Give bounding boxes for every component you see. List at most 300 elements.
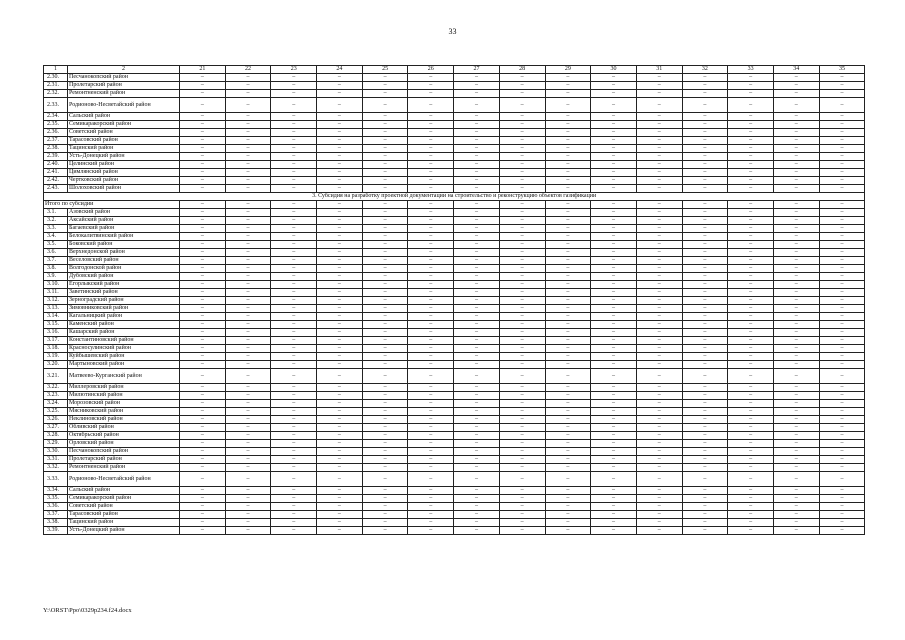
row-number-cell: 3.23. xyxy=(44,392,68,400)
value-cell: – xyxy=(682,137,728,145)
value-cell: – xyxy=(819,121,865,129)
value-cell: – xyxy=(271,121,317,129)
value-cell: – xyxy=(454,329,500,337)
value-cell: – xyxy=(499,487,545,495)
value-cell: – xyxy=(271,209,317,217)
value-cell: – xyxy=(454,369,500,384)
value-cell: – xyxy=(271,257,317,265)
value-cell: – xyxy=(271,424,317,432)
value-cell: – xyxy=(728,90,774,98)
value-cell: – xyxy=(362,472,408,487)
value-cell: – xyxy=(271,527,317,535)
value-cell: – xyxy=(819,74,865,82)
value-cell: – xyxy=(408,225,454,233)
value-cell: – xyxy=(362,185,408,193)
value-cell: – xyxy=(225,185,271,193)
value-cell: – xyxy=(317,217,363,225)
value-cell: – xyxy=(819,90,865,98)
value-cell: – xyxy=(225,209,271,217)
district-name-cell: Песчанокопский район xyxy=(68,74,180,82)
value-cell: – xyxy=(636,495,682,503)
value-cell: – xyxy=(180,129,226,137)
value-cell: – xyxy=(362,121,408,129)
value-cell: – xyxy=(728,153,774,161)
value-cell: – xyxy=(682,432,728,440)
value-cell: – xyxy=(591,177,637,185)
value-cell: – xyxy=(317,90,363,98)
value-cell: – xyxy=(408,329,454,337)
district-name-cell: Родионово-Несветайский район xyxy=(68,98,180,113)
value-cell: – xyxy=(362,424,408,432)
value-cell: – xyxy=(408,519,454,527)
value-cell: – xyxy=(454,464,500,472)
value-cell: – xyxy=(773,353,819,361)
value-cell: – xyxy=(773,249,819,257)
value-cell: – xyxy=(317,392,363,400)
value-cell: – xyxy=(545,392,591,400)
value-cell: – xyxy=(773,519,819,527)
value-cell: – xyxy=(317,353,363,361)
value-cell: – xyxy=(317,74,363,82)
district-name-cell: Морозовский район xyxy=(68,400,180,408)
value-cell: – xyxy=(271,129,317,137)
value-cell: – xyxy=(454,98,500,113)
value-cell: – xyxy=(454,392,500,400)
value-cell: – xyxy=(728,384,774,392)
value-cell: – xyxy=(317,448,363,456)
column-number-cell: 29 xyxy=(545,66,591,74)
value-cell: – xyxy=(819,233,865,241)
value-cell: – xyxy=(499,519,545,527)
value-cell: – xyxy=(728,98,774,113)
value-cell: – xyxy=(225,527,271,535)
value-cell: – xyxy=(819,257,865,265)
value-cell: – xyxy=(545,281,591,289)
value-cell: – xyxy=(225,129,271,137)
value-cell: – xyxy=(819,113,865,121)
value-cell: – xyxy=(819,472,865,487)
row-number-cell: 3.1. xyxy=(44,209,68,217)
table-row xyxy=(44,464,865,472)
value-cell: – xyxy=(271,177,317,185)
value-cell: – xyxy=(499,145,545,153)
value-cell: – xyxy=(225,416,271,424)
value-cell: – xyxy=(636,177,682,185)
value-cell: – xyxy=(819,424,865,432)
value-cell: – xyxy=(636,321,682,329)
value-cell: – xyxy=(591,225,637,233)
value-cell: – xyxy=(819,217,865,225)
value-cell: – xyxy=(819,177,865,185)
column-number-cell: 28 xyxy=(499,66,545,74)
table-row xyxy=(44,353,865,361)
district-name-cell: Родионово-Несветайский район xyxy=(68,472,180,487)
value-cell: – xyxy=(545,369,591,384)
row-number-cell: 3.9. xyxy=(44,273,68,281)
value-cell: – xyxy=(773,241,819,249)
value-cell: – xyxy=(728,225,774,233)
value-cell: – xyxy=(408,448,454,456)
value-cell: – xyxy=(591,265,637,273)
value-cell: – xyxy=(454,511,500,519)
value-cell: – xyxy=(180,416,226,424)
value-cell: – xyxy=(728,487,774,495)
district-name-cell: Дубовский район xyxy=(68,273,180,281)
value-cell: – xyxy=(362,249,408,257)
value-cell: – xyxy=(728,432,774,440)
value-cell: – xyxy=(454,305,500,313)
value-cell: – xyxy=(773,511,819,519)
value-cell: – xyxy=(545,424,591,432)
value-cell: – xyxy=(636,432,682,440)
value-cell: – xyxy=(317,305,363,313)
value-cell: – xyxy=(819,456,865,464)
value-cell: – xyxy=(271,281,317,289)
value-cell: – xyxy=(591,321,637,329)
value-cell: – xyxy=(728,329,774,337)
value-cell: – xyxy=(682,161,728,169)
value-cell: – xyxy=(408,129,454,137)
value-cell: – xyxy=(773,297,819,305)
row-number-cell: 3.37. xyxy=(44,511,68,519)
value-cell: – xyxy=(317,289,363,297)
value-cell: – xyxy=(454,74,500,82)
value-cell: – xyxy=(682,177,728,185)
value-cell: – xyxy=(499,400,545,408)
value-cell: – xyxy=(225,313,271,321)
value-cell: – xyxy=(317,185,363,193)
value-cell: – xyxy=(591,82,637,90)
value-cell: – xyxy=(271,384,317,392)
value-cell: – xyxy=(499,121,545,129)
value-cell: – xyxy=(271,289,317,297)
value-cell: – xyxy=(728,217,774,225)
district-name-cell: Веселовский район xyxy=(68,257,180,265)
row-number-cell: 3.33. xyxy=(44,472,68,487)
value-cell: – xyxy=(636,424,682,432)
value-cell: – xyxy=(225,384,271,392)
value-cell: – xyxy=(545,511,591,519)
value-cell: – xyxy=(271,448,317,456)
value-cell: – xyxy=(591,440,637,448)
value-cell: – xyxy=(819,353,865,361)
value-cell: – xyxy=(636,137,682,145)
district-name-cell: Красносулинский район xyxy=(68,345,180,353)
value-cell: – xyxy=(362,495,408,503)
district-name-cell: Егорлыкский район xyxy=(68,281,180,289)
value-cell: – xyxy=(636,129,682,137)
value-cell: – xyxy=(682,511,728,519)
value-cell: – xyxy=(636,289,682,297)
value-cell: – xyxy=(773,82,819,90)
value-cell: – xyxy=(362,527,408,535)
value-cell: – xyxy=(408,361,454,369)
district-name-cell: Заветинский район xyxy=(68,289,180,297)
table-row xyxy=(44,503,865,511)
value-cell: – xyxy=(454,432,500,440)
value-cell: – xyxy=(773,209,819,217)
table-row xyxy=(44,241,865,249)
value-cell: – xyxy=(362,392,408,400)
row-number-cell: 3.29. xyxy=(44,440,68,448)
value-cell: – xyxy=(682,145,728,153)
value-cell: – xyxy=(636,145,682,153)
value-cell: – xyxy=(271,297,317,305)
value-cell: – xyxy=(317,440,363,448)
value-cell: – xyxy=(499,74,545,82)
value-cell: – xyxy=(180,225,226,233)
value-cell: – xyxy=(362,257,408,265)
value-cell: – xyxy=(682,408,728,416)
value-cell: – xyxy=(728,137,774,145)
value-cell: – xyxy=(591,495,637,503)
value-cell: – xyxy=(271,82,317,90)
value-cell: – xyxy=(545,225,591,233)
row-number-cell: 3.28. xyxy=(44,432,68,440)
value-cell: – xyxy=(454,185,500,193)
value-cell: – xyxy=(682,185,728,193)
row-number-cell: 2.43. xyxy=(44,185,68,193)
value-cell: – xyxy=(545,137,591,145)
value-cell: – xyxy=(454,169,500,177)
value-cell: – xyxy=(271,440,317,448)
value-cell: – xyxy=(728,472,774,487)
value-cell: – xyxy=(317,345,363,353)
value-cell: – xyxy=(682,98,728,113)
table-row xyxy=(44,321,865,329)
value-cell: – xyxy=(454,440,500,448)
value-cell: – xyxy=(636,345,682,353)
value-cell: – xyxy=(682,297,728,305)
district-name-cell: Аксайский район xyxy=(68,217,180,225)
value-cell: – xyxy=(773,145,819,153)
value-cell: – xyxy=(271,369,317,384)
value-cell: – xyxy=(499,448,545,456)
district-name-cell: Советский район xyxy=(68,503,180,511)
value-cell: – xyxy=(180,177,226,185)
value-cell: – xyxy=(819,503,865,511)
district-name-cell: Тацинский район xyxy=(68,145,180,153)
value-cell: – xyxy=(636,487,682,495)
value-cell: – xyxy=(499,169,545,177)
value-cell: – xyxy=(362,408,408,416)
value-cell: – xyxy=(225,503,271,511)
value-cell: – xyxy=(362,265,408,273)
value-cell: – xyxy=(682,90,728,98)
value-cell: – xyxy=(545,400,591,408)
value-cell: – xyxy=(545,448,591,456)
value-cell: – xyxy=(408,265,454,273)
column-number-cell: 23 xyxy=(271,66,317,74)
column-number-cell: 32 xyxy=(682,66,728,74)
value-cell: – xyxy=(225,464,271,472)
row-number-cell: 3.8. xyxy=(44,265,68,273)
district-name-cell: Миллеровский район xyxy=(68,384,180,392)
value-cell: – xyxy=(545,177,591,185)
value-cell: – xyxy=(180,361,226,369)
table-row xyxy=(44,432,865,440)
value-cell: – xyxy=(362,98,408,113)
value-cell: – xyxy=(271,273,317,281)
value-cell: – xyxy=(225,337,271,345)
value-cell: – xyxy=(636,384,682,392)
row-number-cell: 3.14. xyxy=(44,313,68,321)
value-cell: – xyxy=(454,225,500,233)
value-cell: – xyxy=(545,495,591,503)
row-number-cell: 2.36. xyxy=(44,129,68,137)
value-cell: – xyxy=(408,121,454,129)
value-cell: – xyxy=(591,169,637,177)
value-cell: – xyxy=(180,74,226,82)
value-cell: – xyxy=(682,400,728,408)
value-cell: – xyxy=(362,337,408,345)
value-cell: – xyxy=(454,233,500,241)
value-cell: – xyxy=(225,257,271,265)
value-cell: – xyxy=(819,392,865,400)
value-cell: – xyxy=(317,177,363,185)
district-name-cell: Пролетарский район xyxy=(68,82,180,90)
value-cell: – xyxy=(454,519,500,527)
value-cell: – xyxy=(180,201,226,209)
value-cell: – xyxy=(362,217,408,225)
row-number-cell: 3.19. xyxy=(44,353,68,361)
value-cell: – xyxy=(180,233,226,241)
value-cell: – xyxy=(682,495,728,503)
value-cell: – xyxy=(819,464,865,472)
value-cell: – xyxy=(682,503,728,511)
value-cell: – xyxy=(499,384,545,392)
value-cell: – xyxy=(636,153,682,161)
value-cell: – xyxy=(408,289,454,297)
value-cell: – xyxy=(636,456,682,464)
value-cell: – xyxy=(773,440,819,448)
value-cell: – xyxy=(728,527,774,535)
value-cell: – xyxy=(362,209,408,217)
value-cell: – xyxy=(728,265,774,273)
table-row xyxy=(44,209,865,217)
value-cell: – xyxy=(454,503,500,511)
value-cell: – xyxy=(591,289,637,297)
value-cell: – xyxy=(682,257,728,265)
value-cell: – xyxy=(454,297,500,305)
row-number-cell: 2.33. xyxy=(44,98,68,113)
value-cell: – xyxy=(636,98,682,113)
section-title-cell: 3. Субсидия на разработку проектной документации на строительство и реконструкцию объектов газификации xyxy=(44,193,865,201)
value-cell: – xyxy=(545,153,591,161)
value-cell: – xyxy=(773,313,819,321)
row-number-cell: 3.30. xyxy=(44,448,68,456)
value-cell: – xyxy=(362,297,408,305)
column-number-cell: 2 xyxy=(68,66,180,74)
value-cell: – xyxy=(728,313,774,321)
value-cell: – xyxy=(271,74,317,82)
value-cell: – xyxy=(362,201,408,209)
value-cell: – xyxy=(180,153,226,161)
value-cell: – xyxy=(636,201,682,209)
value-cell: – xyxy=(362,464,408,472)
value-cell: – xyxy=(728,353,774,361)
value-cell: – xyxy=(362,113,408,121)
table-row xyxy=(44,129,865,137)
value-cell: – xyxy=(591,233,637,241)
row-number-cell: 3.39. xyxy=(44,527,68,535)
value-cell: – xyxy=(682,456,728,464)
value-cell: – xyxy=(271,400,317,408)
value-cell: – xyxy=(408,201,454,209)
table-row xyxy=(44,527,865,535)
value-cell: – xyxy=(362,137,408,145)
district-name-cell: Кашарский район xyxy=(68,329,180,337)
value-cell: – xyxy=(591,329,637,337)
value-cell: – xyxy=(408,345,454,353)
value-cell: – xyxy=(545,209,591,217)
value-cell: – xyxy=(317,249,363,257)
value-cell: – xyxy=(499,424,545,432)
value-cell: – xyxy=(180,408,226,416)
value-cell: – xyxy=(408,337,454,345)
district-name-cell: Куйбышевский район xyxy=(68,353,180,361)
value-cell: – xyxy=(454,209,500,217)
district-name-cell: Усть-Донецкий район xyxy=(68,527,180,535)
value-cell: – xyxy=(636,121,682,129)
value-cell: – xyxy=(408,145,454,153)
value-cell: – xyxy=(545,472,591,487)
value-cell: – xyxy=(499,392,545,400)
row-number-cell: 3.27. xyxy=(44,424,68,432)
value-cell: – xyxy=(545,113,591,121)
district-name-cell: Целинский район xyxy=(68,161,180,169)
value-cell: – xyxy=(819,432,865,440)
row-number-cell: 3.26. xyxy=(44,416,68,424)
value-cell: – xyxy=(819,448,865,456)
value-cell: – xyxy=(271,233,317,241)
value-cell: – xyxy=(454,145,500,153)
value-cell: – xyxy=(271,321,317,329)
value-cell: – xyxy=(454,257,500,265)
value-cell: – xyxy=(728,169,774,177)
value-cell: – xyxy=(636,249,682,257)
table-row xyxy=(44,305,865,313)
value-cell: – xyxy=(499,337,545,345)
value-cell: – xyxy=(591,519,637,527)
value-cell: – xyxy=(545,416,591,424)
district-name-cell: Ремонтненский район xyxy=(68,464,180,472)
value-cell: – xyxy=(180,273,226,281)
value-cell: – xyxy=(499,161,545,169)
value-cell: – xyxy=(636,82,682,90)
value-cell: – xyxy=(225,353,271,361)
value-cell: – xyxy=(636,305,682,313)
value-cell: – xyxy=(180,161,226,169)
value-cell: – xyxy=(819,249,865,257)
total-label-cell: Итого по субсидии xyxy=(44,201,180,209)
value-cell: – xyxy=(225,225,271,233)
value-cell: – xyxy=(545,384,591,392)
value-cell: – xyxy=(317,113,363,121)
value-cell: – xyxy=(545,98,591,113)
value-cell: – xyxy=(180,121,226,129)
value-cell: – xyxy=(682,487,728,495)
value-cell: – xyxy=(819,361,865,369)
value-cell: – xyxy=(773,257,819,265)
value-cell: – xyxy=(271,201,317,209)
column-number-cell: 25 xyxy=(362,66,408,74)
value-cell: – xyxy=(180,527,226,535)
table-row xyxy=(44,416,865,424)
value-cell: – xyxy=(682,249,728,257)
value-cell: – xyxy=(408,169,454,177)
value-cell: – xyxy=(636,273,682,281)
